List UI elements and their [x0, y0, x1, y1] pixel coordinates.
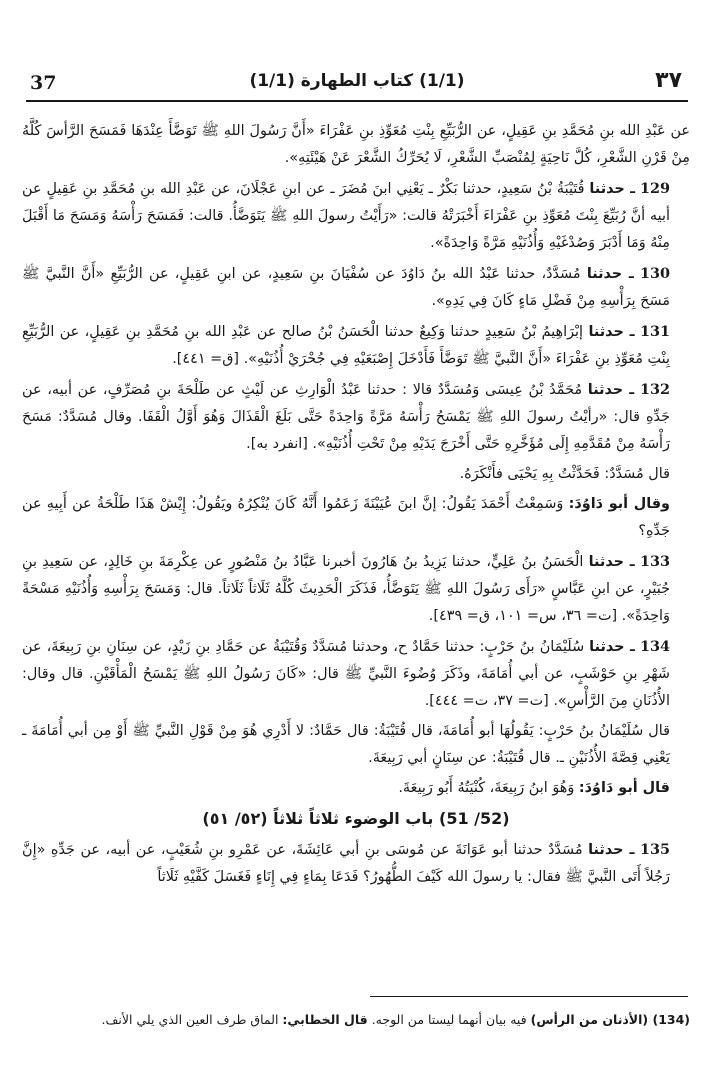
paragraph-text: عن عَبْدِ الله بنِ مُحَمَّدِ بنِ عَقِيلٍ، عن الرُّبَيِّعِ بِنْتِ مُعَوِّذِ بنِ عَفْرَاءَ «أَنَّ رَسُولَ اللهِ ﷺ تَوَضَّأَ عِنْدَهَا فَمَسَحَ الرَّأسَ كُلَّهُ مِنْ قَرْنِ الشَّعْرِ، كُلَّ نَاحِيَةٍ لِمُنْصَبِّ الشَّعْرِ، لَا يُحَرِّكُ الشَّعْرَ عَنْ هَيْئَتِهِ». [22, 123, 690, 166]
hadith-133 [22, 548, 690, 630]
hadith-text: إبْرَاهِيمُ بْنُ سَعِيدٍ حدثنا وَكِيعٌ حدثنا الْحَسَنُ بْنُ صالح عن عَبْدِ الله بنِ مُحَمَّدِ بنِ عَقِيلٍ، عن الرُّبَيِّعِ بِنْتِ مُعَوِّذِ بنِ عَفْرَاءَ «أَنَّ النَّبيَّ ﷺ تَوَضَّأَ فَأَدْخَلَ إِصْبَعَيْهِ فِي جُحْرَيْ أُذُنَيْهِ». [ق= ٤٤١]. [22, 324, 670, 367]
hadith-number: 130 [639, 265, 671, 282]
abu-dawud-keyword: وقال أبو دَاوُدَ: [568, 496, 670, 512]
hadith-keyword: ـ حدثنا [588, 554, 635, 570]
abu-dawud-note-2 [22, 775, 690, 802]
paragraph-text: قال مُسَدَّدٌ: فَحَدَّثْتُ بِهِ يَحْيَى فأَنْكَرَهُ. [459, 466, 670, 482]
hadith-text: سُلَيْمَانُ بنُ حَرْبٍ: حدثنا حَمَّادٌ ح، وحدثنا مُسَدَّدٌ وَقُتَيْبَةُ عن حَمَّادِ بنِ زَيْدٍ، عن سِنَانِ بنِ رَبِيعَةَ، عن شَهْرِ بنِ حَوْشَبٍ، عن أبي أُمَامَةَ، وذَكَرَ وُضُوءَ النَّبيِّ ﷺ قال: «كَانَ رَسُولُ اللهِ ﷺ يَمْسَحُ الْمَأْقَيْنِ. قال وقال: الأُذُنَانِ مِنَ الرَّأْسِ». [ت= ٣٧، ت= ٤٤٤]. [22, 639, 670, 709]
hadith-keyword: ـ حدثنا [588, 842, 635, 858]
abu-dawud-keyword: قال أبو دَاوُدَ: [578, 780, 670, 796]
hadith-131 [22, 318, 690, 373]
hadith-keyword: ـ حدثنا [588, 324, 635, 340]
hadith-number: 133 [639, 553, 670, 570]
hadith-text: قُتَيْبَةُ بْنُ سَعِيدٍ، حدثنا بَكْرٌ ـ يَعْنِي ابنَ مُضَرَ ـ عن ابنِ عَجْلَانَ، عن عَبْدِ الله بنِ مُحَمَّدِ بنِ عَقِيلٍ عن أبيه أنَّ رُبَيِّعَ بِنْتَ مُعَوِّذِ بنِ عَفْرَاءَ أَخْبَرَتْهُ قالت: «رَأَيْتُ رسولَ اللهِ ﷺ يَتَوَضَّأُ. قالت: فَمَسَحَ رَأْسَهُ وَمَسَحَ مَا أَقْبَلَ مِنْهُ وَمَا أَدْبَرَ وَصُدْغَيْهِ وَأُذُنَيْهِ مَرَّةً وَاحِدَةً». [22, 181, 670, 251]
footnote-label: (134) (الأذنان من الرأس) [530, 1012, 690, 1027]
footnote-text: الماق طرف العين الذي يلي الأنف. [101, 1012, 279, 1027]
running-title: (1/1) كتاب الطهارة (1/1) [249, 71, 465, 91]
page-number-latin: 37 [30, 72, 57, 94]
paragraph-text: وَهُوَ ابنُ رَبِيعَةَ، كُنْيَتُهُ أَبُو رَبِيعَةَ. [398, 780, 575, 796]
hadith-134 [22, 633, 690, 715]
abu-dawud-note-1 [22, 491, 690, 545]
hadith-number: 132 [639, 381, 670, 398]
hadith-number: 134 [639, 638, 670, 655]
hadith-number: 131 [639, 323, 670, 340]
musaddad-note [22, 461, 690, 488]
footnote-divider [370, 996, 688, 997]
hadith-keyword: ـ حدثنا [589, 181, 636, 197]
paragraph-text: قال سُلَيْمَانُ بنُ حَرْبٍ: يَقُولُهَا أبو أُمَامَةَ، قال قُتَيْبَةُ: قال حَمَّادٌ: لا أَدْرِي هُوَ مِنْ قَوْلِ النَّبيِّ ﷺ أَوْ مِن أبي أُمَامَةَ ـ يَعْنِي قِصَّةَ الأُذُنَيْنِ ـ. قال قُتَيْبَةُ: عن سِنَانٍ أبي رَبِيعَةَ. [22, 723, 670, 766]
hadith-keyword: ـ حدثنا [587, 382, 635, 398]
hadith-number: 135 [639, 841, 671, 858]
hadith-text: مُسَدَّدٌ حدثنا أبو عَوَانَةَ عن مُوسَى بنِ أبي عَائِشَةَ، عن عَمْرِو بنِ شُعَيْبٍ، عن أبيه، عن جَدِّهِ «إِنَّ رَجُلاً أَتَى النَّبيَّ ﷺ فقال: يا رسولَ الله كَيْفَ الطُّهُورُ؟ فَدَعَا بِمَاءٍ فِي إِنَاءٍ فَغَسَلَ كَفَّيْهِ ثَلَاثاً [22, 842, 670, 885]
footnote-text: فيه بيان أنهما ليستا من الوجه. [371, 1012, 527, 1027]
hadith-number: 129 [639, 180, 670, 197]
footnote-khattabi-label: قال الخطابي: [282, 1012, 368, 1027]
hadith-text: مُسَدَّدٌ، حدثنا عَبْدُ الله بنُ دَاوُدَ عن سُفْيَانَ بنِ سَعِيدٍ، عن ابنِ عَقِيلٍ، عن الرُّبَيِّعِ «أَنَّ النَّبيَّ ﷺ مَسَحَ بِرَأْسِهِ مِنْ فَضْلِ مَاءٍ كَانَ فِي يَدِهِ». [22, 266, 670, 309]
paragraph-text: وَسَمِعْتُ أَحْمَدَ يَقُولُ: إنَّ ابنَ عُيَيْنَةَ زَعَمُوا أَنَّهُ كَانَ يُنْكِرُهُ ويَقُولُ: إِيْشْ هَذَا طَلْحَةُ عن أَبِيهِ عن جَدِّهِ؟ [22, 496, 670, 539]
main-text [22, 118, 690, 894]
page-number-arabic: ٣٧ [655, 68, 682, 93]
hadith-129 [22, 175, 690, 257]
hadith-135 [22, 836, 690, 891]
footnote [22, 1010, 690, 1030]
page-header [26, 66, 688, 102]
hadith-keyword: ـ حدثنا [586, 266, 634, 282]
hadith-text: مُحَمَّدُ بْنُ عِيسَى وَمُسَدَّدٌ قالا : حدثنا عَبْدُ الْوَارِثِ عن لَيْثٍ عن طَلْحَةَ بنِ مُصَرِّفٍ، عن أبيه، عن جَدِّهِ قال: «رأيْتُ رسولَ اللهِ ﷺ يَمْسَحُ رَأْسَهُ مَرَّةً وَاحِدَةً حَتَّى بَلَغَ الْقَذَالَ وَهُوَ أَوَّلُ الْقَفَا. وقال مُسَدَّدٌ: مَسَحَ رَأْسَهُ مِنْ مُقَدَّمِهِ إِلَى مُؤَخَّرِهِ حَتَّى أَخْرَجَ يَدَيْهِ مِنْ تَحْتِ أُذُنَيْهِ». [انفرد به]. [22, 382, 670, 452]
sulayman-note [22, 718, 690, 772]
chapter-heading: (52/ 51) باب الوضوء ثلاثاً ثلاثاً (٥٢/ ٥١) [202, 809, 510, 828]
hadith-130 [22, 260, 690, 315]
hadith-text: الْحَسَنُ بنُ عَلِيٍّ، حدثنا يَزِيدُ بنُ هَارُونَ أخبرنا عَبَّادُ بنُ مَنْصُورٍ عن عِكْرِمَةَ بنِ خَالِدٍ، عن سَعِيدِ بنِ جُبَيْرٍ، عن ابنِ عَبَّاسٍ «رَأَى رَسُولَ اللهِ ﷺ يَتَوَضَّأُ، فَذَكَرَ الْحَدِيثَ كُلَّهُ ثَلَاثاً ثَلَاثاً. قال: وَمَسَحَ بِرَأْسِهِ وَأُذُنَيْهِ مَسْحَةً وَاحِدَةً». [ت= ٣٦، س= ١٠١، ق= ٤٣٩]. [22, 554, 670, 624]
hadith-continuation [22, 118, 690, 172]
hadith-keyword: ـ حدثنا [589, 639, 635, 655]
hadith-132 [22, 376, 690, 458]
